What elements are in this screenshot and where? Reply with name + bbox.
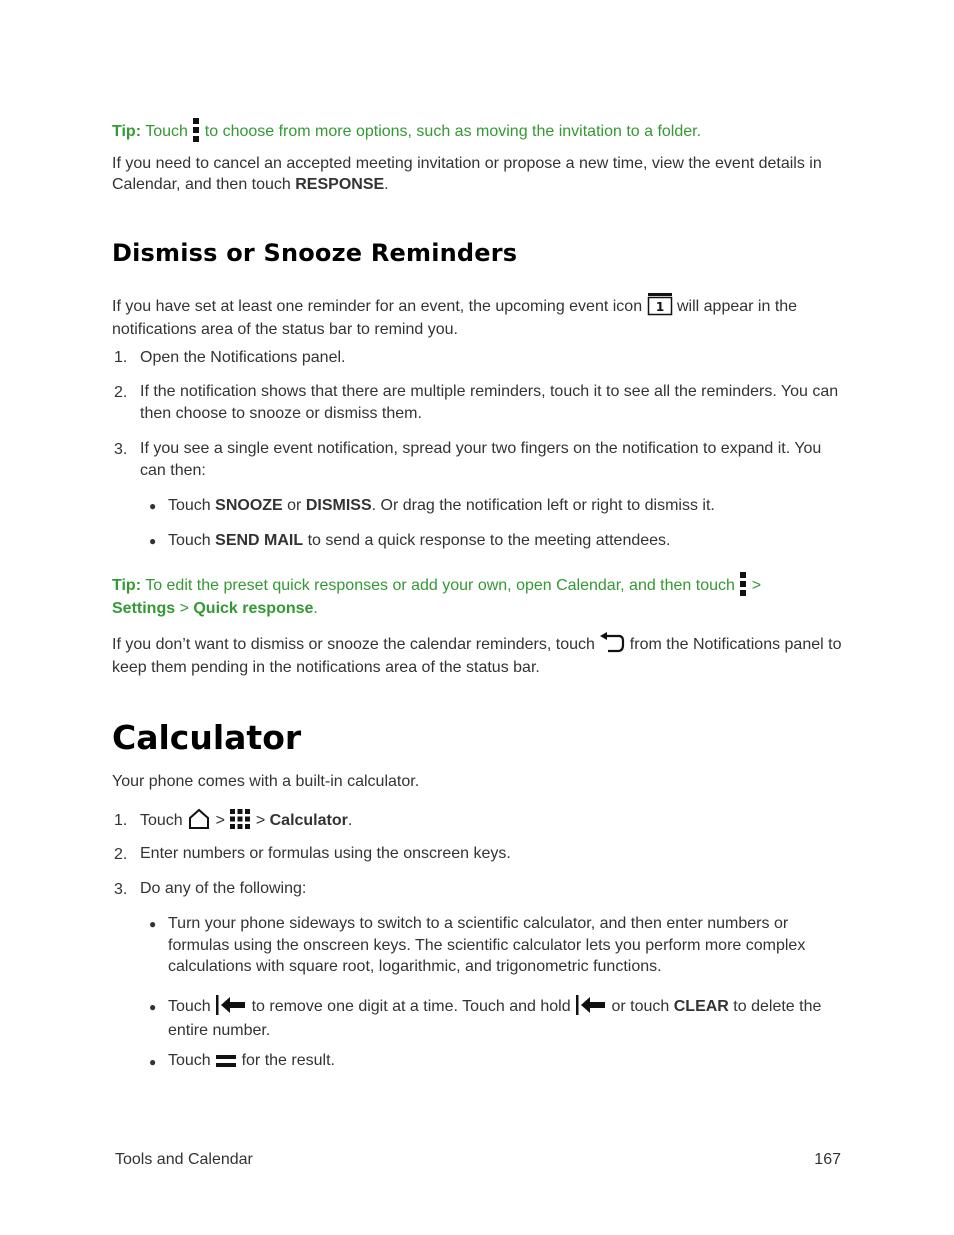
- backspace-icon: [575, 994, 607, 1020]
- bullet-item: [168, 530, 840, 552]
- step-number: 3.: [114, 441, 128, 458]
- calculator-intro: Your phone comes with a built-in calculator.: [112, 773, 420, 790]
- step-item: Do any of the following:: [140, 880, 307, 897]
- tip-text: .: [313, 600, 318, 617]
- bullet-dot: ●: [149, 1000, 157, 1014]
- paragraph-text: If you have set at least one reminder for an event, the upcoming event icon: [112, 298, 647, 315]
- tip-label: Tip:: [112, 123, 142, 140]
- paragraph-text: If you need to cancel an accepted meeting invitation or propose a new time, view the event details in Calendar, and then touch: [112, 155, 822, 193]
- page-number: 167: [814, 1151, 841, 1168]
- step-number: 2.: [114, 846, 128, 863]
- tip-2: [112, 572, 842, 619]
- step-text: .: [347, 812, 353, 829]
- step-item: [140, 808, 840, 834]
- step-item: If the notification shows that there are multiple reminders, touch it to see all the reminders. You can then choose to snooze or dismiss them.: [140, 383, 839, 422]
- bullet-dot: ●: [149, 534, 157, 548]
- section-heading-dismiss-snooze: Dismiss or Snooze Reminders: [112, 239, 518, 267]
- equals-icon: [215, 1052, 237, 1074]
- bullet-text: Touch: [168, 497, 216, 514]
- step-item: Open the Notifications panel.: [140, 349, 346, 366]
- send-mail-keyword: SEND MAIL: [215, 532, 304, 549]
- clear-keyword: CLEAR: [673, 998, 729, 1015]
- bullet-item: [168, 495, 840, 517]
- step-number: 1.: [114, 349, 128, 366]
- step-item: If you see a single event notification, spread your two fingers on the notification to expand it. You can then:: [140, 440, 822, 479]
- quick-response-keyword: Quick response: [193, 600, 314, 617]
- back-icon: [599, 632, 625, 657]
- bullet-dot: ●: [149, 1055, 157, 1069]
- bullet-text: Touch: [168, 532, 216, 549]
- response-keyword: RESPONSE: [295, 176, 385, 193]
- bullet-text: Touch: [168, 1052, 216, 1069]
- bullet-text: to send a quick response to the meeting attendees.: [303, 532, 671, 549]
- tip-1: [112, 118, 842, 144]
- tip-text: To edit the preset quick responses or add your own, open Calendar, and then touch: [141, 577, 740, 594]
- dismiss-keyword: DISMISS: [305, 497, 372, 514]
- step-number: 1.: [114, 812, 128, 829]
- tip-separator: >: [175, 600, 194, 617]
- calendar-event-icon: [647, 292, 673, 319]
- step-number: 2.: [114, 384, 128, 401]
- tip-label: Tip:: [112, 577, 142, 594]
- step-separator: >: [251, 812, 270, 829]
- bullet-item: [168, 1050, 840, 1074]
- bullet-text: to delete the entire number.: [168, 998, 822, 1039]
- bullet-dot: ●: [149, 499, 157, 513]
- paragraph-text: will appear in the notifications area of the status bar to remind you.: [112, 298, 798, 338]
- calculator-keyword: Calculator: [269, 812, 348, 829]
- paragraph-text: .: [384, 176, 389, 193]
- bullet-item: [168, 994, 840, 1041]
- bullet-item: Turn your phone sideways to switch to a scientific calculator, and then enter numbers or formulas using the onscreen keys. The scientific calculator lets you perform more complex calculations with square root, logarithmic, and trigonometric functions.: [168, 915, 806, 975]
- apps-icon: [229, 808, 251, 834]
- bullet-dot: ●: [149, 917, 157, 931]
- step-item: Enter numbers or formulas using the onscreen keys.: [140, 845, 511, 862]
- home-icon: [187, 808, 211, 834]
- paragraph-text: If you don’t want to dismiss or snooze the calendar reminders, touch: [112, 636, 600, 653]
- bullet-text: for the result.: [237, 1052, 335, 1069]
- paragraph: [112, 632, 842, 678]
- tip-text: Touch: [141, 123, 193, 140]
- tip-text: to choose from more options, such as moving the invitation to a folder.: [200, 123, 702, 140]
- backspace-icon: [215, 994, 247, 1020]
- step-separator: >: [211, 812, 230, 829]
- section-heading-calculator: Calculator: [112, 718, 302, 757]
- tip-separator: >: [747, 577, 762, 594]
- bullet-text: to remove one digit at a time. Touch and hold: [247, 998, 576, 1015]
- footer-chapter: Tools and Calendar: [115, 1151, 253, 1168]
- bullet-text: or touch: [607, 998, 674, 1015]
- step-number: 3.: [114, 881, 128, 898]
- calendar-icon-number: 1: [655, 300, 664, 314]
- reminder-intro: [112, 292, 842, 340]
- snooze-keyword: SNOOZE: [215, 497, 283, 514]
- bullet-text: Touch: [168, 998, 216, 1015]
- settings-keyword: Settings: [112, 600, 176, 617]
- paragraph: [112, 153, 842, 195]
- bullet-text: . Or drag the notification left or right to dismiss it.: [371, 497, 715, 514]
- step-text: Touch: [140, 812, 188, 829]
- bullet-text: or: [282, 497, 306, 514]
- paragraph-text: from the Notifications panel to keep them pending in the notifications area of the status bar.: [112, 636, 842, 676]
